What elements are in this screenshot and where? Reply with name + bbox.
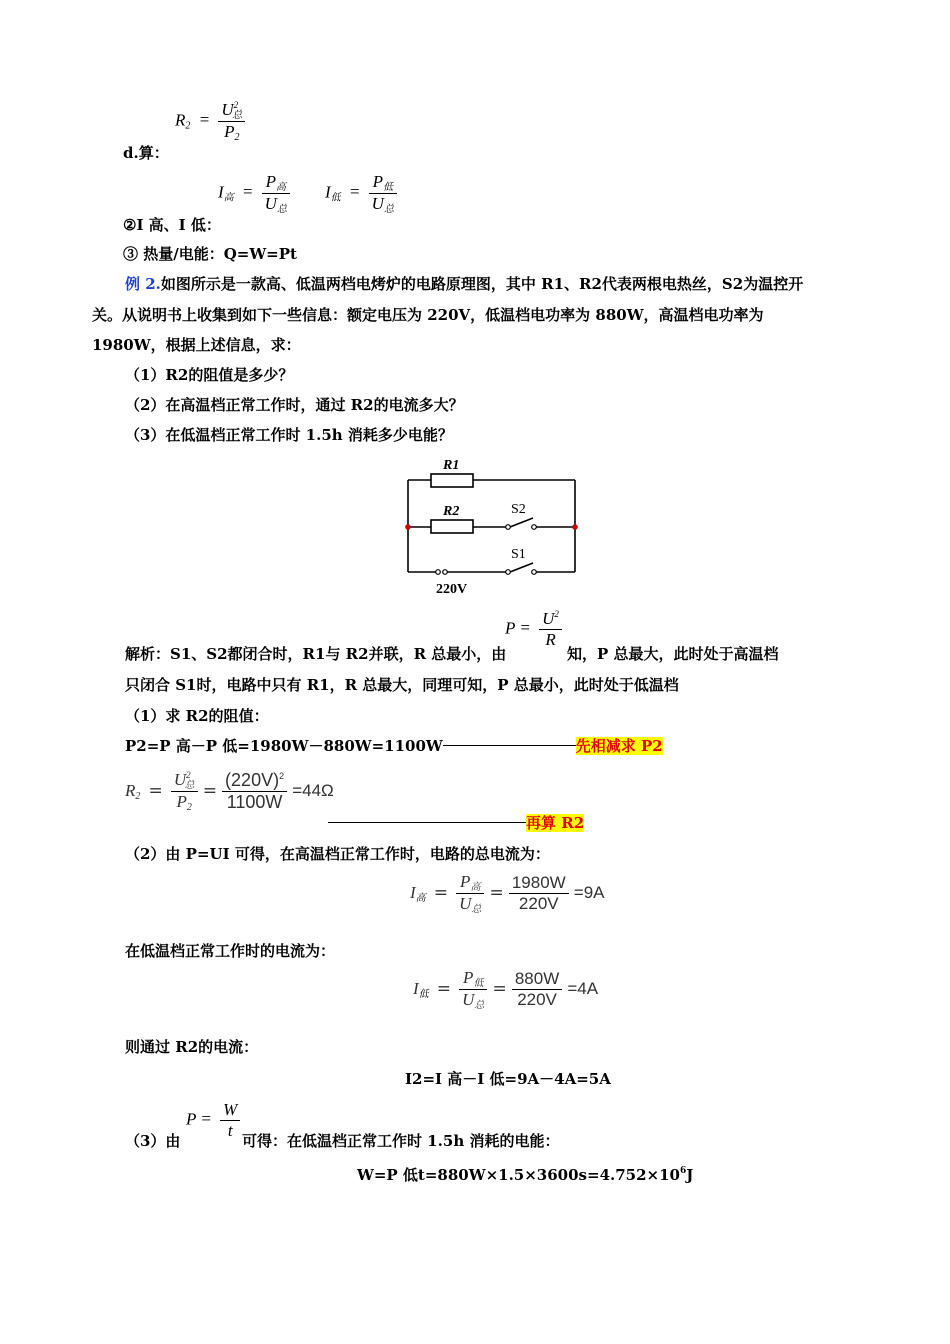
i2-equation: I2=I 高－I 低=9A－4A=5A — [405, 1070, 611, 1088]
analysis-part1: （1）求 R2的阻值： — [125, 707, 269, 725]
label-voltage: 220V — [436, 582, 468, 597]
question-2: （2）在高温档正常工作时，通过 R2的电流多大？ — [125, 396, 464, 414]
example-line3: 1980W，根据上述信息，求： — [92, 336, 301, 354]
resistor-r2 — [431, 520, 473, 533]
formula-p-u2r: P = $\frac{U^2}{R}$ — [505, 609, 562, 650]
resistor-r1 — [431, 474, 473, 487]
formula-p-wt: P = $\frac{W}{t}$ — [186, 1100, 240, 1141]
note-then-calc: 再算 R2 — [526, 814, 585, 832]
r2-calculation: $R_2$ = $\frac{U^2_总}{P_2}$ = $\frac{(220V)^2}{1100W}$ =44Ω — [125, 770, 334, 813]
fraction: $\frac{U^2_总}{P_2}$ — [218, 100, 245, 143]
label-r2: R2 — [443, 504, 460, 519]
formula-lhs: R — [175, 110, 186, 130]
formula-i-low: $I_低$ = $\frac{P_低}{U_总}$ — [325, 172, 397, 215]
analysis-line1-post: 知，P 总最大，此时处于高温档 — [567, 645, 779, 663]
part3-post: 可得：在低温档正常工作时 1.5h 消耗的电能： — [242, 1132, 560, 1150]
label-s1: S1 — [511, 547, 526, 562]
example-label: 例 2. — [125, 275, 161, 293]
junction-dot — [572, 524, 578, 530]
junction-dot — [405, 524, 411, 530]
part3-pre: （3）由 — [125, 1132, 181, 1150]
question-1: （1）R2的阻值是多少？ — [125, 366, 294, 384]
circuit-diagram — [395, 450, 595, 600]
r2-current-text: 则通过 R2的电流： — [125, 1038, 259, 1056]
p2-equation: P2=P 高－P 低=1980W－880W=1100W 先相减求 P2 — [125, 737, 663, 755]
w-equation: W=P 低$t=880W\times 1.5\times 3600s=4.752\times 10^6J$ — [357, 1166, 694, 1184]
note2-row — [328, 813, 584, 833]
note-subtract-first: 先相减求 P2 — [575, 737, 663, 755]
analysis-line1-pre: 解析：S1、S2都闭合时，R1与 R2并联，R 总最小，由 — [125, 645, 507, 663]
analysis-part2: （2）由 P=UI 可得，在高温档正常工作时，电路的总电流为： — [125, 845, 550, 863]
question-3: （3）在低温档正常工作时 1.5h 消耗多少电能？ — [125, 426, 453, 444]
i-high-calculation: $I_高$ = $\frac{P_高}{U_总}$ = $\frac{1980W}{220V}$ =9A — [410, 872, 605, 915]
i-low-calculation: $I_低$ = $\frac{P_低}{U_总}$ = $\frac{880W}{220V}$ =4A — [413, 968, 599, 1011]
label-r1: R1 — [443, 458, 460, 473]
step-d-label: d.算： — [123, 144, 169, 162]
step-item3: ③ 热量/电能：Q=W=Pt — [123, 245, 297, 263]
switch-s2 — [510, 518, 533, 527]
formula-r2: $R_2$ = $\frac{U^2_总}{P_2}$ — [175, 100, 245, 143]
analysis-line2: 只闭合 S1时，电路中只有 R1，R 总最大，同理可知，P 总最小，此时处于低温档 — [125, 676, 679, 694]
example-line2: 关。从说明书上收集到如下一些信息：额定电压为 220V，低温档电功率为 880W，高温档电功率为 — [92, 306, 764, 324]
formula-i-high: $I_高$ = $\frac{P_高}{U_总}$ — [218, 172, 290, 215]
label-s2: S2 — [511, 502, 526, 517]
step-item2: ②I 高、I 低： — [123, 216, 221, 234]
low-temp-text: 在低温档正常工作时的电流为： — [125, 942, 336, 960]
example-line1: 例 2.如图所示是一款高、低温两档电烤炉的电路原理图，其中 R1、R2代表两根电热丝，S2为温控开 — [125, 275, 804, 293]
switch-s1 — [510, 563, 533, 572]
